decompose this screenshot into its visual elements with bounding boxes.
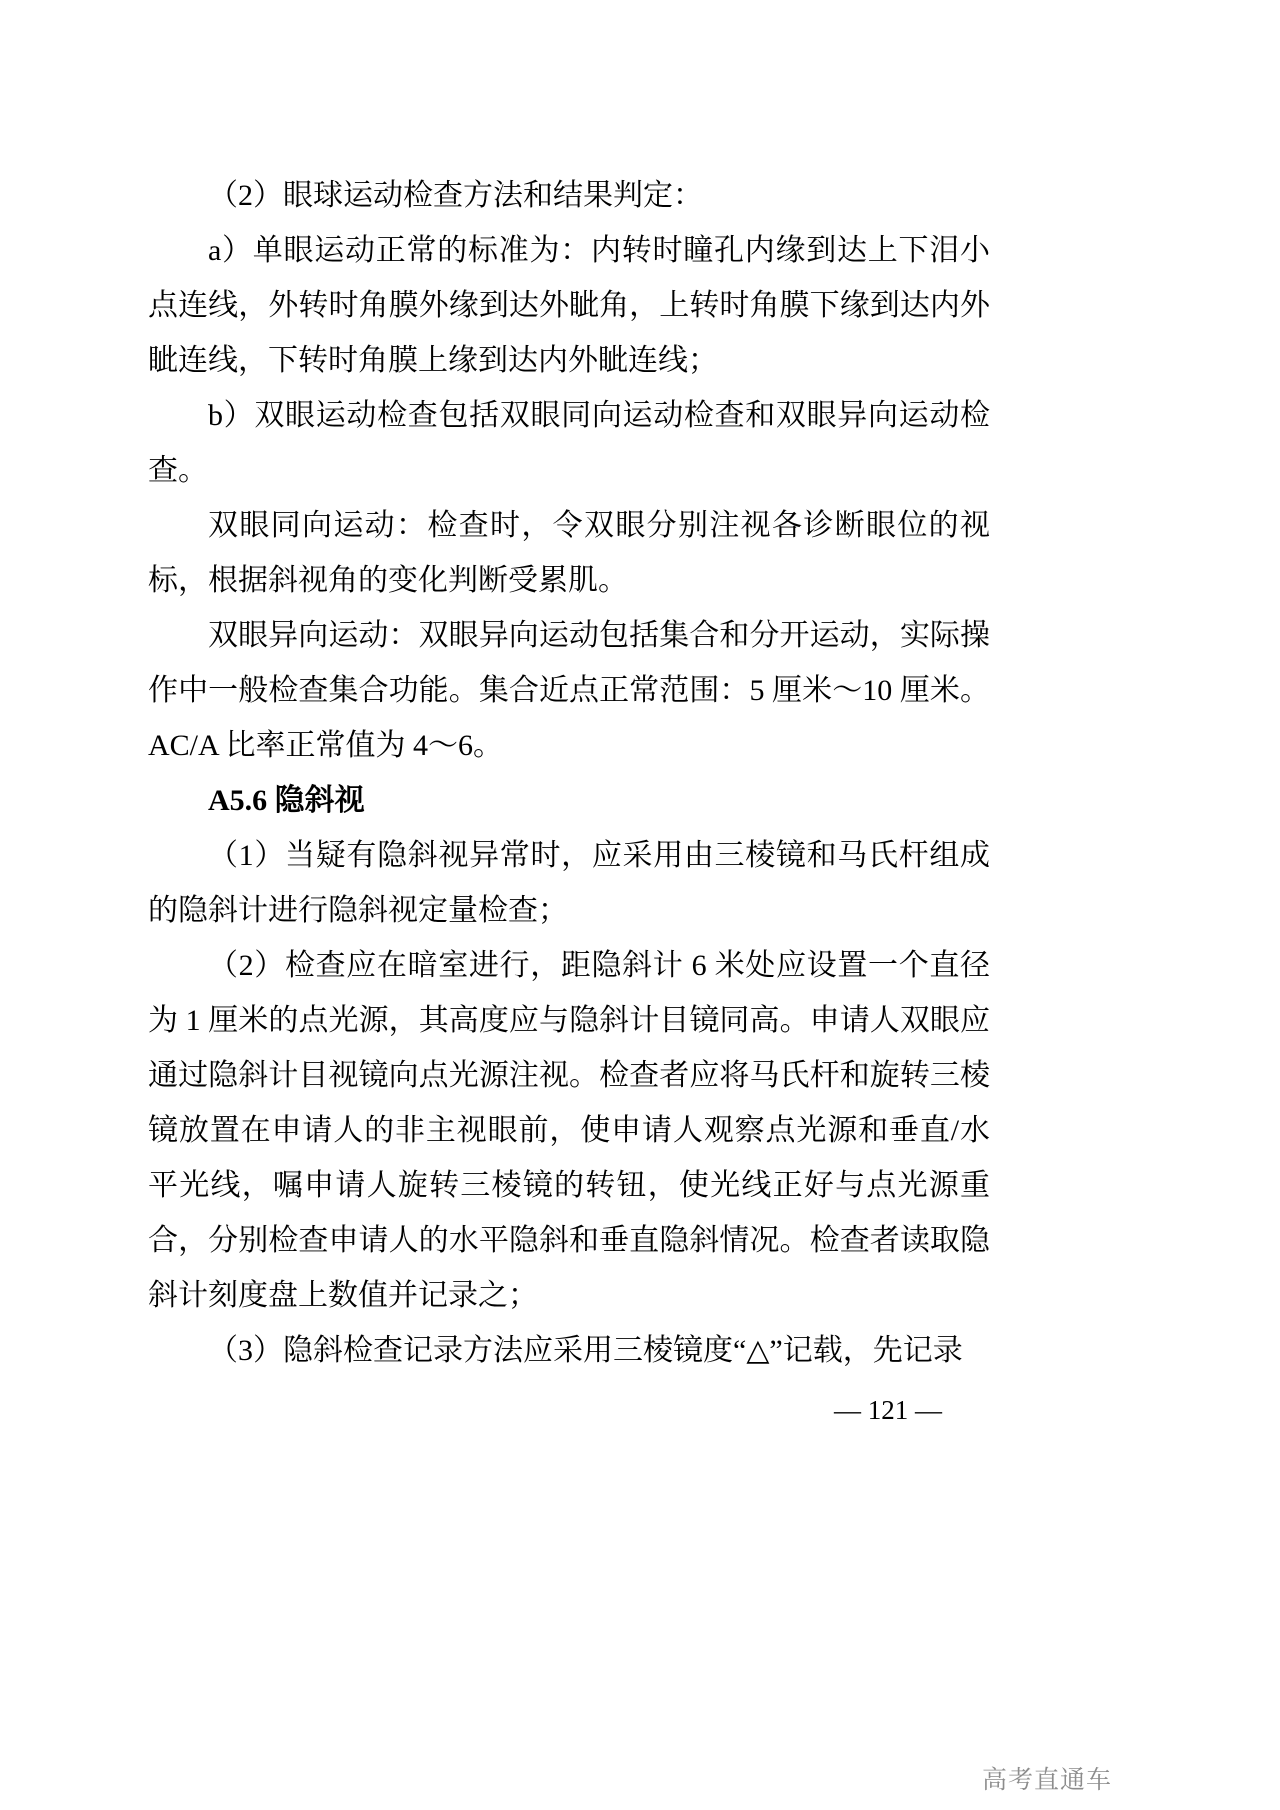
paragraph: （2）眼球运动检查方法和结果判定：: [208, 179, 703, 212]
watermark: 高考直通车: [981, 1766, 1112, 1794]
paragraph: b）双眼运动检查包括双眼同向运动检查和双眼异向运动检查。: [148, 399, 990, 487]
paragraph: 双眼同向运动：检查时，令双眼分别注视各诊断眼位的视标，根据斜视角的变化判断受累肌。: [148, 509, 990, 597]
paragraph: A5.6 隐斜视: [208, 784, 365, 817]
document-body: [148, 168, 990, 1378]
paragraph: （3）隐斜检查记录方法应采用三棱镜度“△”记载，先记录: [208, 1334, 963, 1367]
paragraph: （1）当疑有隐斜视异常时，应采用由三棱镜和马氏杆组成的隐斜计进行隐斜视定量检查；: [148, 839, 990, 927]
paragraph: a）单眼运动正常的标准为：内转时瞳孔内缘到达上下泪小点连线，外转时角膜外缘到达外眦角，上转时角膜下缘到达内外眦连线，下转时角膜上缘到达内外眦连线；: [148, 234, 990, 377]
paragraph: （2）检查应在暗室进行，距隐斜计 6 米处应设置一个直径为 1 厘米的点光源，其高度应与隐斜计目镜同高。申请人双眼应通过隐斜计目视镜向点光源注视。检查者应将马氏杆和旋转三棱镜放置在申请人的非主视眼前，使申请人观察点光源和垂直/水平光线，嘱申请人旋转三棱镜的转钮，使光线正好与点光源重合，分别检查申请人的水平隐斜和垂直隐斜情况。检查者读取隐斜计刻度盘上数值并记录之；: [148, 949, 990, 1312]
paragraph: 双眼异向运动：双眼异向运动包括集合和分开运动，实际操作中一般检查集合功能。集合近点正常范围：5 厘米～10 厘米。AC/A 比率正常值为 4～6。: [148, 619, 990, 762]
page-number: — 121 —: [834, 1395, 942, 1425]
